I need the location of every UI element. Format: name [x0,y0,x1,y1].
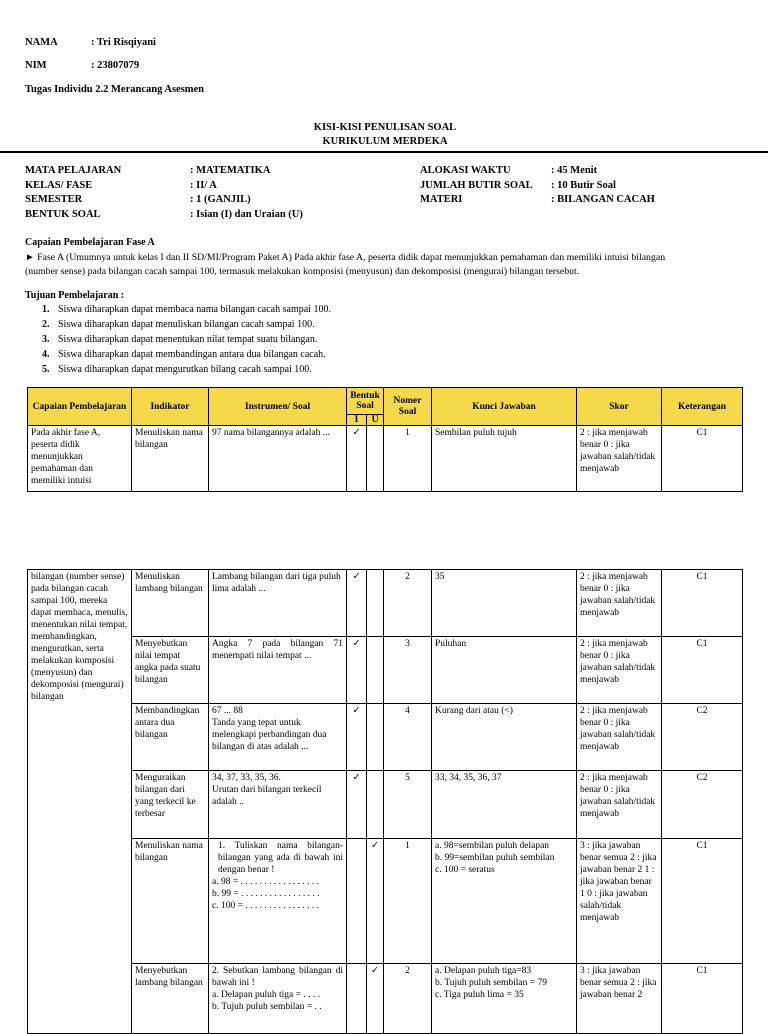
task-title: Tugas Individu 2.2 Merancang Asesmen [25,84,205,95]
meta-value: : II/ A [190,179,217,191]
tujuan-heading: Tujuan Pembelajaran : [25,290,125,301]
cell-instrumen [209,704,347,771]
list-item [42,332,331,347]
cell-kunci: 35 [432,570,577,637]
meta-label: BENTUK SOAL [25,208,101,220]
kunci-option: a. 98=sembilan puluh delapan [435,841,550,851]
list-text: Siswa diharapkan dapat membaca nama bilangan cacah sampai 100. [58,304,331,315]
instrumen-option: c. 100 = . . . . . . . . . . . . . . . . [212,901,319,911]
instrumen-line: Tanda yang tepat untuk melengkapi perbandingan dua bilangan di atas adalah ... [212,718,327,752]
cell-skor: 2 : jika menjawab benar 0 : jika jawaban salah/tidak menjawab [577,426,662,492]
cell-indikator: Menyebutkan nilai tempat angka pada suatu bilangan [132,637,209,704]
cell-i: ✓ [347,704,367,771]
list-number: 2. [42,319,50,330]
cell-ket: C1 [662,839,743,964]
instrumen-question: 2. Sebutkan lambang bilangan di bawah ini ! [212,966,343,988]
cell-skor: 2 : jika menjawab benar 0 : jika jawaban salah/tidak menjawab [577,704,662,771]
meta-label: ALOKASI WAKTU [420,165,511,176]
meta-label: KELAS/ FASE [25,179,93,191]
cell-ket: C1 [662,570,743,637]
cell-no: 2 [384,964,432,1034]
meta-label: SEMESTER [25,194,83,205]
kunci-option: a. Delapan puluh tiga=83 [435,966,532,976]
cell-kunci: Sembilan puluh tujuh [432,426,577,492]
list-item [42,302,331,317]
doc-title-line2: KURIKULUM MERDEKA [322,136,448,147]
cell-i [347,839,367,964]
cell-u [367,704,384,771]
cell-no: 2 [384,570,432,637]
cell-ket: C1 [662,964,743,1034]
cell-kunci: 33, 34, 35, 36, 37 [432,771,577,839]
meta-value: : 1 (GANJIL) [190,194,251,205]
list-number: 5. [42,364,50,375]
meta-left-labels [25,164,121,222]
cell-i: ✓ [347,771,367,839]
meta-right-labels [420,164,533,208]
meta-value: : BILANGAN CACAH [551,194,655,205]
cell-skor: 3 : jika jawaban benar semua 2 : jika jawaban benar 2 1 : jika jawaban benar 1 0 : jika jawaban salah/tidak menjawab [577,839,662,964]
meta-value: : Isian (I) dan Uraian (U) [190,208,303,220]
capaian-line2: (number sense) pada bilangan cacah sampai 100, termasuk melakukan komposisi (menyusun) dan dekomposisi (mengurai) bilangan tersebut. [25,266,580,277]
instrumen-option: a. 98 = . . . . . . . . . . . . . . . . . [212,877,319,887]
cell-no: 4 [384,704,432,771]
cell-indikator: Menuliskan nama bilangan [132,426,209,492]
col-skor: Skor [577,388,662,426]
cell-no: 3 [384,637,432,704]
instrumen-line: 34, 37, 33, 35, 36. [212,773,281,783]
table-row [28,771,743,839]
cell-skor: 2 : jika menjawab benar 0 : jika jawaban salah/tidak menjawab [577,570,662,637]
list-item [42,362,331,377]
cell-indikator: Menuliskan lambang bilangan [132,570,209,637]
col-i: I [347,415,367,426]
cell-ket: C2 [662,771,743,839]
list-item [42,317,331,332]
list-number: 4. [42,349,50,360]
meta-value: : 10 Butir Soal [551,179,616,191]
cell-u [367,637,384,704]
col-kunci: Kunci Jawaban [432,388,577,426]
col-indikator: Indikator [132,388,209,426]
nim-value: : 23807079 [91,60,140,71]
cell-kunci: Puluhan [432,637,577,704]
capaian-heading: Capaian Pembelajaran Fase A [25,237,155,248]
cell-capaian: Pada akhir fase A, peserta didik menunjukkan pemahaman dan memiliki intuisi [28,426,132,492]
cell-i: ✓ [347,570,367,637]
cell-instrumen: 97 nama bilangannya adalah ... [209,426,347,492]
cell-no: 1 [384,839,432,964]
table-row [28,964,743,1034]
meta-label: JUMLAH BUTIR SOAL [420,179,533,191]
cell-indikator: Membandingkan antara dua bilangan [132,704,209,771]
cell-u: ✓ [367,839,384,964]
table-row [28,704,743,771]
meta-left-values [190,164,303,222]
list-text: Siswa diharapkan dapat menentukan nilat tempat suatu bilangan. [58,334,318,345]
name-label: NAMA [25,37,58,48]
list-number: 1. [42,304,50,315]
cell-instrumen [209,771,347,839]
cell-indikator: Menyebutkan lambang bilangan [132,964,209,1034]
cell-u: ✓ [367,964,384,1034]
instrumen-option: b. 99 = . . . . . . . . . . . . . . . . . [212,889,320,899]
name-value: : Tri Risqiyani [91,37,156,48]
nim-label: NIM [25,60,47,71]
cell-instrumen [209,839,347,964]
table-row [28,839,743,964]
cell-i: ✓ [347,637,367,704]
col-capaian: Capaian Pembelajaran [28,388,132,426]
col-u: U [367,415,384,426]
cell-no: 5 [384,771,432,839]
cell-capaian: bilangan (number sense) pada bilangan cacah sampai 100, mereka dapat membaca, menulis, menentukan nilai tempat, membandingkan, mengurutkan, serta melakukan komposisi (menyusun) dan dekomposisi (mengurai) bilangan [28,570,132,1034]
col-ket: Keterangan [662,388,743,426]
col-bentuk: Bentuk Soal [347,388,384,415]
table-row [28,426,743,492]
col-instrumen: Instrumen/ Soal [209,388,347,426]
instrumen-option: b. Tujuh puluh sembilan = . . [212,1002,322,1012]
instrumen-option: a. Delapan puluh tiga = . . . . [212,990,320,1000]
cell-i [347,964,367,1034]
cell-u [367,570,384,637]
list-text: Siswa diharapkan dapat membandingan antara dua bilangan cacah. [58,349,326,360]
list-number: 3. [42,334,50,345]
cell-skor: 2 : jika menjawab benar 0 : jika jawaban salah/tidak menjawab [577,637,662,704]
cell-u [367,771,384,839]
cell-instrumen: Lambang bilangan dari tiga puluh lima adalah ... [209,570,347,637]
cell-i: ✓ [347,426,367,492]
instrumen-line: 67 ... 88 [212,706,243,716]
table-row [28,637,743,704]
doc-title-line1: KISI-KISI PENULISAN SOAL [313,122,457,133]
cell-instrumen: Angka 7 pada bilangan 71 menempati nilai tempat ... [209,637,347,704]
list-text: Siswa diharapkan dapat menuliskan bilangan cacah sampai 100. [58,319,315,330]
cell-skor: 2 : jika menjawab benar 0 : jika jawaban salah/tidak menjawab [577,771,662,839]
meta-right-values [551,164,655,208]
kunci-option: c. 100 = seratus [435,865,495,875]
meta-label: MATERI [420,194,463,205]
kisi-table-page1 [27,387,743,492]
cell-indikator: Menguraikan bilangan dari yang terkecil ke terbesar [132,771,209,839]
instrumen-question: 1. Tuliskan nama bilangan-bilangan yang ada di bawah ini dengan benar ! [218,841,343,875]
kunci-option: b. Tujuh puluh sembilan = 79 [435,978,547,988]
meta-label: MATA PELAJARAN [25,165,122,176]
title-rule [0,151,768,153]
col-nomer: Nomer Soal [384,388,432,426]
kisi-table-page2 [27,569,743,1034]
list-text: Siswa diharapkan dapat mengurutkan bilang cacah sampai 100. [58,364,312,375]
cell-ket: C1 [662,426,743,492]
capaian-line1: ► Fase A (Umumnya untuk kelas I dan II SD/MI/Program Paket A) Pada akhir fase A, peserta didik dapat menunjukkan pemahaman dan memiliki intuisi bilangan [25,252,666,263]
cell-kunci [432,839,577,964]
kunci-option: c. Tiga puluh lima = 35 [435,990,524,1000]
cell-no: 1 [384,426,432,492]
cell-instrumen [209,964,347,1034]
table-row [28,570,743,637]
kunci-option: b. 99=sembilan puluh sembilan [435,853,555,863]
cell-ket: C2 [662,704,743,771]
instrumen-line: Urutan dari bilangan terkecil adalah .. [212,785,322,807]
cell-kunci [432,964,577,1034]
cell-ket: C1 [662,637,743,704]
meta-value: : 45 Menit [551,165,598,176]
list-item [42,347,331,362]
cell-u [367,426,384,492]
meta-value: : MATEMATIKA [190,165,271,176]
tujuan-list [42,302,331,377]
cell-kunci: Kurang dari atau (<) [432,704,577,771]
cell-skor: 3 : jika jawaban benar semua 2 : jika jawaban benar 2 [577,964,662,1034]
cell-indikator: Menuliskan nama bilangan [132,839,209,964]
